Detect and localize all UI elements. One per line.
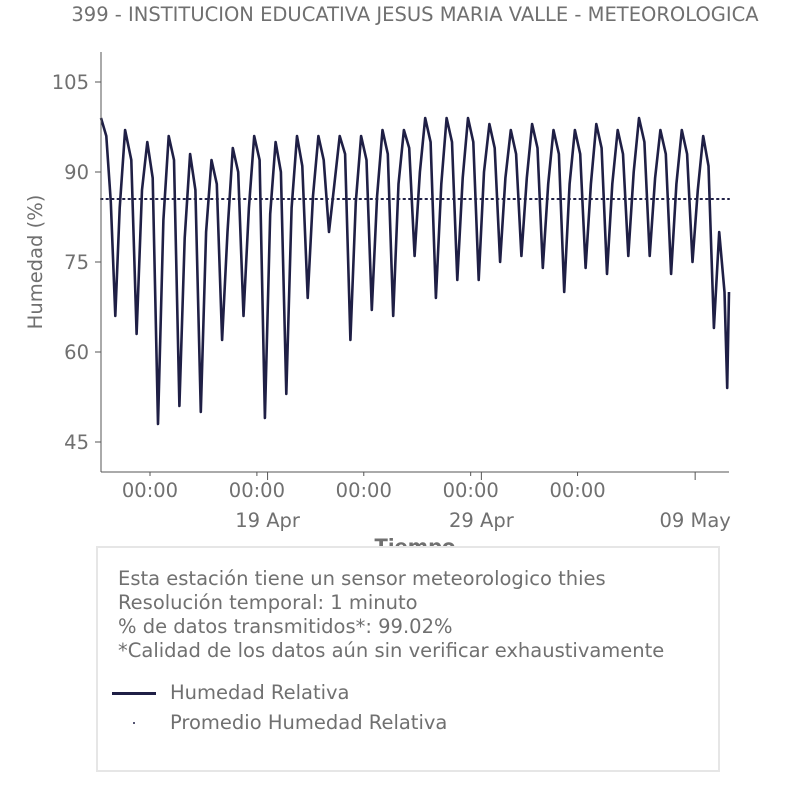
plot-area [101, 118, 729, 424]
info-box [96, 546, 720, 772]
x-tick-label: 00:00 [549, 479, 606, 502]
x-date-label: 09 May [659, 509, 731, 532]
legend-line-swatch [112, 692, 156, 695]
info-transmission-text: % de datos transmitidos*: 99.02% [118, 615, 453, 638]
chart-title: 399 - INSTITUCION EDUCATIVA JESUS MARIA VALLE - METEOROLOGICA [71, 3, 759, 26]
info-quality-note: *Calidad de los datos aún sin verificar exhaustivamente [118, 639, 665, 662]
x-tick-label: 00:00 [442, 479, 499, 502]
info-sensor-text: Esta estación tiene un sensor meteorologico thies [118, 567, 606, 590]
legend-label-humidity: Humedad Relativa [170, 681, 350, 704]
y-tick-label: 60 [64, 341, 89, 364]
y-axis [52, 52, 101, 472]
legend-dot-swatch [133, 722, 135, 724]
y-tick-label: 75 [64, 251, 89, 274]
x-tick-label: 00:00 [121, 479, 179, 502]
info-resolution-text: Resolución temporal: 1 minuto [118, 591, 418, 614]
y-tick-label: 45 [64, 431, 89, 454]
y-tick-label: 90 [64, 161, 89, 184]
legend-item-mean [112, 711, 532, 735]
x-date-label: 19 Apr [235, 509, 300, 532]
y-tick-label: 105 [51, 71, 89, 94]
y-axis-label: Humedad (%) [24, 194, 47, 330]
x-axis [101, 472, 731, 532]
series-line-humedad-relativa [101, 118, 729, 424]
x-tick-label: 00:00 [335, 479, 392, 502]
x-date-label: 29 Apr [448, 509, 514, 532]
legend-label-mean: Promedio Humedad Relativa [170, 711, 448, 734]
legend-item-humidity [112, 681, 532, 705]
x-tick-label: 00:00 [228, 479, 285, 502]
